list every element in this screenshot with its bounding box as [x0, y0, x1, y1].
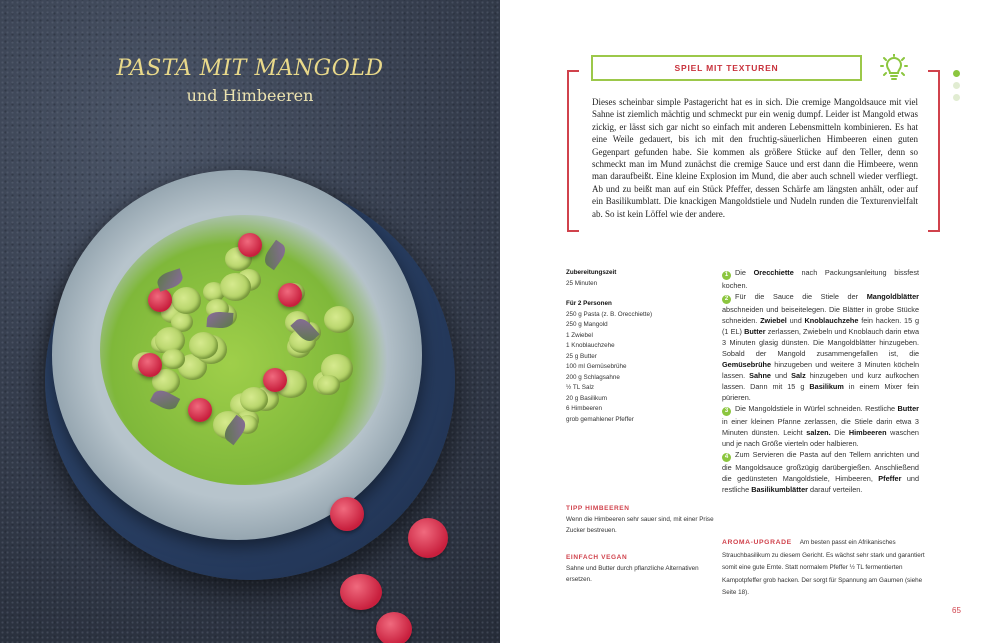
step-text: fein hacken. 15 g (1 EL): [722, 316, 919, 336]
aroma-text: Am besten passt ein Afrikanisches Strauchbasilikum zu diesem Gericht. Es wächst sehr stark und garantiert somit eine gute Ernte. Statt normalem Pfeffer ½ TL fermentierten Kampotpfeffer grob hacken. Der sorgt für Spannung am Gaumen (siehe Seite 18).: [722, 539, 925, 596]
step-text: und restliche: [722, 474, 919, 494]
ingredient-item: 250 g Mangold: [566, 321, 608, 328]
step: [722, 291, 919, 403]
step-text: und: [786, 316, 805, 325]
raspberry: [188, 398, 212, 422]
time-label: Zubereitungszeit: [566, 269, 617, 276]
step-text: Die: [830, 428, 849, 437]
step: [722, 267, 919, 291]
step-text: und: [771, 371, 792, 380]
step: [722, 449, 919, 495]
step-ingredient: Mangoldblätter: [866, 292, 919, 301]
step-text: Für die Sauce die Stiele der: [735, 292, 867, 301]
ingredients-list: [566, 268, 716, 425]
recipe-subtitle: und Himbeeren: [186, 86, 314, 105]
step-ingredient: salzen.: [806, 428, 831, 437]
raspberry: [238, 233, 262, 257]
tip-heading: EINFACH VEGAN: [566, 554, 628, 561]
ingredient-item: 200 g Schlagsahne: [566, 373, 620, 381]
step-text: hinzugeben und weitere 3 Minuten köcheln lassen.: [722, 360, 919, 380]
raspberry: [263, 368, 287, 392]
aroma-upgrade: [722, 537, 937, 600]
step-ingredient: Sahne: [749, 371, 771, 380]
intro-text: Dieses scheinbar simple Pastagericht hat es in sich. Die cremige Mangoldsauce mit viel Sahne ist ziemlich mächtig und schmeckt pur ein wenig dumpf. Leider ist Mangold etwas zickig, er lässt sich gar nicht so einfach mit anderen Lebensmitteln kombinieren. Es hat eine Weile gedauert, bis ich mit den fruchtig-säuerlichen Himbeeren einen guten Gegenpart gefunden habe. Sie kommen als größere Stücke auf den Teller, denn so schmeckt man im Mund zunächst die cremige Sauce und erst dann die Himbeere, wenn man daraufbeißt. Eine kleine Explosion im Mund, die aber auch schnell wieder verfliegt. Ab und zu beißt man auf ein Stück Pfeffer, dessen Schärfe am längsten anhält, oder auf ein Basilikumblatt. Die knackigen Mangoldstiele und Nudeln runden die Texturenvielfalt ab. So ist kein Löffel wie der andere.: [592, 97, 918, 219]
tip-heading: TIPP HIMBEEREN: [566, 505, 630, 512]
step-ingredient: Basilikumblätter: [751, 485, 808, 494]
bracket-right: [928, 70, 940, 232]
step-text: hinzugeben und kurz aufkochen lassen. Dann mit 15 g: [722, 371, 919, 391]
ingredient-item: grob gemahlener Pfeffer: [566, 415, 634, 423]
ingredient-item: ½ TL Salz: [566, 384, 595, 391]
lightbulb-icon: [880, 54, 908, 82]
tip-vegan: [566, 552, 716, 585]
tip-text: Wenn die Himbeeren sehr sauer sind, mit einer Prise Zucker bestreuen.: [566, 516, 714, 534]
raspberry: [408, 518, 448, 558]
raspberry: [138, 353, 162, 377]
step-ingredient: Pfeffer: [878, 474, 902, 483]
raspberry: [278, 283, 302, 307]
bracket-left: [567, 70, 579, 232]
step-text: in einem Mixer fein pürieren.: [722, 382, 919, 402]
tip-text: Sahne und Butter durch pflanzliche Alternativen ersetzen.: [566, 565, 699, 583]
step: [722, 403, 919, 449]
aroma-heading: AROMA-UPGRADE: [722, 539, 792, 546]
servings-label: Für 2 Personen: [566, 300, 612, 307]
tip-box-heading: SPIEL MIT TEXTUREN: [591, 55, 862, 81]
step-ingredient: Butter: [897, 404, 919, 413]
orecchiette: [324, 306, 354, 333]
time-value: 25 Minuten: [566, 279, 598, 287]
step-ingredient: Basilikum: [809, 382, 844, 391]
ingredient-item: 100 ml Gemüsebrühe: [566, 363, 627, 370]
tip-raspberries: [566, 503, 716, 536]
step-text: nach Packungsanleitung bissfest kochen.: [722, 268, 919, 290]
raspberry: [376, 612, 412, 643]
step-number-badge: 3: [722, 407, 731, 416]
step-text: Die Mangoldstiele in Würfel schneiden. Restliche: [735, 404, 898, 413]
orecchiette: [317, 375, 340, 396]
ingredient-item: 6 Himbeeren: [566, 405, 603, 412]
step-ingredient: Himbeeren: [848, 428, 887, 437]
step-text: darauf verteilen.: [807, 485, 863, 494]
step-ingredient: Salz: [791, 371, 806, 380]
page-indicator-dot: [953, 82, 960, 89]
raspberry: [330, 497, 364, 531]
step-text: Zum Servieren die Pasta auf den Tellern anrichten und die Mangoldsauce großzügig darübergießen. Anschließend die gedünsteten Mangoldstiele, Himbeeren,: [722, 450, 919, 483]
recipe-title: PASTA MIT MANGOLD: [116, 56, 384, 81]
ingredient-item: 1 Zwiebel: [566, 331, 593, 339]
raspberry: [340, 574, 382, 610]
step-text: zerlassen, Zwiebeln und Knoblauch darin etwa 3 Minuten glasig dünsten. Die Mangoldblätter hinzugeben. Sobald der Mangold zusammengefallen ist, die: [722, 327, 920, 358]
page-indicator-dot: [953, 94, 960, 101]
ingredient-item: 1 Knoblauchzehe: [566, 342, 615, 349]
step-ingredient: Knoblauchzehe: [804, 316, 859, 325]
ingredient-item: 250 g Pasta (z. B. Orecchiette): [566, 310, 653, 318]
step-text: abschneiden und beiseitelegen. Die Blätter in grobe Stücke schneiden.: [722, 305, 919, 325]
page-number: 65: [952, 606, 961, 615]
orecchiette: [189, 332, 219, 359]
step-number-badge: 1: [722, 271, 731, 280]
step-ingredient: Zwiebel: [760, 316, 787, 325]
step-number-badge: 2: [722, 295, 731, 304]
orecchiette: [172, 287, 201, 313]
step-ingredient: Gemüsebrühe: [722, 360, 772, 369]
step-number-badge: 4: [722, 453, 731, 462]
instructions: [722, 267, 919, 495]
step-text: waschen und je nach Größe vierteln oder halbieren.: [722, 428, 919, 448]
step-ingredient: Butter: [744, 327, 766, 336]
step-text: in einer kleinen Pfanne zerlassen, die Stiele darin etwa 3 Minuten dünsten. Leicht: [722, 417, 919, 437]
step-ingredient: Orecchiette: [753, 268, 794, 277]
page-indicator-dot-active: [953, 70, 960, 77]
step-text: Die: [735, 268, 754, 277]
ingredient-item: 20 g Basilikum: [566, 394, 607, 402]
ingredient-item: 25 g Butter: [566, 352, 597, 360]
